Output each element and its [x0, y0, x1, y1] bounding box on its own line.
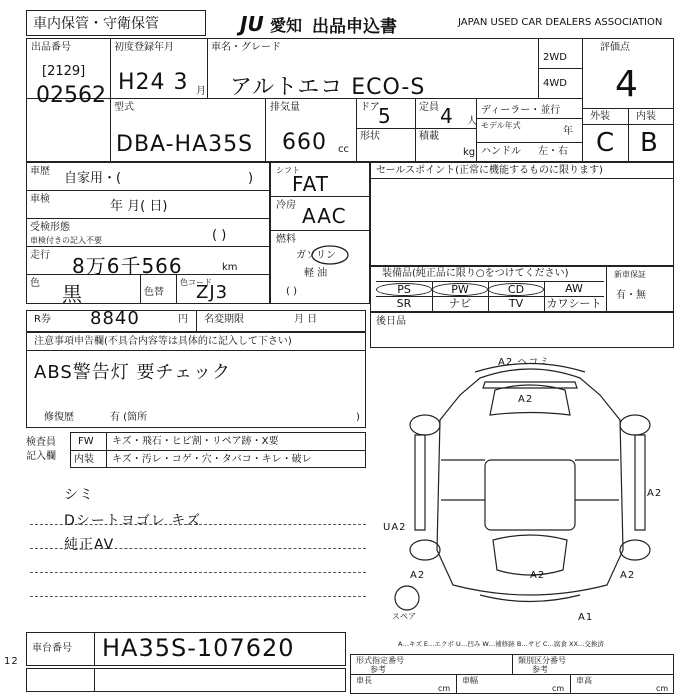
- storage-tag-box: [26, 10, 206, 36]
- height-cm: cm: [656, 684, 669, 693]
- shape-label: 形状: [360, 131, 380, 142]
- km-suffix: km: [222, 262, 238, 273]
- receipt-sub: 車検付きの記入不要: [30, 236, 102, 245]
- brand-text: 愛知: [270, 16, 303, 35]
- lot-label: 出品番号: [31, 42, 71, 53]
- inspector-label: 検査員記入欄: [26, 437, 56, 462]
- name-value: アルトエコ ECO-S: [230, 75, 426, 100]
- grade-value: 4: [615, 64, 639, 105]
- equipment-item-カワシート: カワシート: [546, 297, 602, 310]
- recycle-value: 8840: [90, 308, 140, 329]
- title-expiry-label: 名変期限: [204, 314, 244, 325]
- rear-box: [370, 312, 674, 348]
- spare-label: スペア: [392, 612, 416, 621]
- fw-value: キズ・飛石・ヒビ割・リペア跡・X要: [112, 436, 279, 447]
- height-label: 車高: [576, 676, 592, 685]
- diag-mark-right-rear: A2: [620, 570, 636, 581]
- capacity-label: 定員: [419, 102, 439, 113]
- new-car-label: 新車保証: [614, 270, 646, 279]
- rear-label: 後日品: [376, 316, 406, 327]
- first-reg-month: 月: [196, 86, 206, 97]
- displacement-label: 排気量: [270, 102, 300, 113]
- classification-ref: 参考: [532, 665, 548, 674]
- lot-number: 02562: [36, 83, 106, 108]
- mileage-label: 走行: [30, 250, 50, 261]
- width-label: 車幅: [462, 676, 478, 685]
- cc-suffix: cc: [338, 144, 349, 155]
- chassis-label: 車台番号: [32, 643, 72, 654]
- equipment-item-tv: TV: [508, 297, 524, 310]
- form-title: 出品申込書: [312, 17, 397, 37]
- repair-label: 修復歴: [44, 412, 74, 423]
- dealer-label: ディーラー・並行: [481, 105, 561, 116]
- drive-2wd: 2WD: [543, 52, 567, 63]
- repair-value: 有 (箇所: [110, 412, 148, 423]
- doors-value: 5: [378, 104, 392, 128]
- declaration-label: 注意事項申告欄(不具合内容等は具体的に記入して下さい): [34, 336, 292, 347]
- repair-close: ): [356, 412, 360, 423]
- interior-check-label: 内装: [74, 454, 94, 465]
- color-value: 黒: [62, 282, 83, 306]
- length-cm: cm: [438, 684, 451, 693]
- name-label: 車名・グレード: [211, 42, 281, 53]
- interior-label: 内装: [636, 111, 656, 122]
- fuel-gas-circle: [310, 244, 350, 266]
- chassis-value: HA35S-107620: [102, 634, 295, 662]
- exterior-grade: C: [596, 128, 616, 158]
- model-value: DBA-HA35S: [116, 132, 254, 157]
- storage-tag: 車内保管・守衛保管: [33, 16, 159, 32]
- declaration-value: ABS警告灯 要チェック: [34, 362, 231, 383]
- length-label: 車長: [356, 676, 372, 685]
- mileage-value: 8万6千566: [72, 254, 183, 278]
- load-label: 積載: [419, 131, 439, 142]
- inspection-value: 年 月( 日): [110, 199, 168, 214]
- equipment-item-sr: SR: [396, 297, 412, 310]
- exterior-label: 外装: [590, 111, 610, 122]
- fuel-gas: ガソリン: [296, 250, 336, 261]
- sales-point-label: セールスポイント(正常に機能するものに限ります): [376, 165, 603, 176]
- interior-check-value: キズ・汚レ・コゲ・穴・タバコ・キレ・破レ: [112, 454, 312, 465]
- interior-grade: B: [640, 128, 659, 158]
- color-code-value: ZJ3: [196, 282, 229, 303]
- color-change-label: 色替: [144, 287, 164, 298]
- inspector-note-2: Dシートヨゴレ キズ: [64, 513, 201, 529]
- fuel-diesel: 軽 油: [304, 268, 328, 279]
- diag-mark-left-rear: A2: [410, 570, 426, 581]
- shift-value: FAT: [292, 172, 330, 196]
- handle-value: 左・右: [538, 146, 568, 157]
- model-label: 型式: [114, 102, 134, 113]
- diag-mark-hood: A2: [518, 394, 534, 405]
- equipment-item-cd: CD: [488, 283, 544, 296]
- equipment-item-aw: AW: [565, 282, 583, 295]
- specified-ref: 参考: [370, 665, 386, 674]
- capacity-value: 4: [440, 104, 454, 128]
- inspector-note-3: 純正AV: [64, 537, 115, 553]
- lot-bracket: [2129]: [42, 64, 86, 79]
- receipt-label: 受検形態: [30, 222, 70, 233]
- grade-label: 評価点: [600, 42, 630, 53]
- diag-mark-left: UA2: [383, 522, 407, 533]
- fw-label: FW: [78, 436, 94, 447]
- receipt-paren: ( ): [212, 228, 227, 243]
- classification-label: 類別区分番号: [518, 656, 566, 665]
- specified-label: 形式指定番号: [356, 656, 404, 665]
- diag-mark-bumper: A1: [578, 612, 594, 623]
- diag-mark-right: A2: [647, 488, 663, 499]
- equipment-item-ナビ: ナビ: [449, 297, 471, 310]
- first-reg-value: H24 3: [118, 70, 189, 95]
- chassis-sub-box: [26, 668, 346, 692]
- yen-suffix: 円: [178, 314, 188, 325]
- inspection-label: 車検: [30, 194, 50, 205]
- first-reg-label: 初度登録年月: [114, 42, 174, 53]
- use-value: 自家用・(: [64, 171, 122, 186]
- page-mark: 12: [4, 656, 19, 667]
- association-name: JAPAN USED CAR DEALERS ASSOCIATION: [458, 17, 663, 28]
- color-label: 色: [30, 278, 40, 289]
- fuel-paren: ( ): [286, 286, 297, 297]
- equipment-item-ps: PS: [376, 283, 432, 296]
- equipment-item-pw: PW: [432, 283, 488, 296]
- equipment-title: 装備品(純正品に限り○をつけてください): [382, 268, 569, 279]
- handle-label: ハンドル: [481, 146, 521, 157]
- use-close: ): [248, 171, 254, 186]
- model-year-label: モデル年式: [481, 121, 521, 130]
- person-suffix: 人: [467, 116, 477, 127]
- ac-value: AAC: [302, 204, 347, 228]
- car-damage-diagram: [385, 350, 675, 625]
- kg-suffix: kg: [463, 147, 476, 158]
- doors-label: ドア: [360, 102, 380, 113]
- inspector-note-1: シミ: [64, 487, 94, 503]
- drive-4wd: 4WD: [543, 78, 567, 89]
- new-car-value: 有・無: [616, 290, 646, 301]
- displacement-value: 660: [282, 130, 327, 155]
- color-code-label: 色コード: [180, 278, 212, 287]
- fuel-label: 燃料: [276, 234, 296, 245]
- ac-label: 冷房: [276, 200, 296, 211]
- diagram-legend: A…キズ E…エクボ U…凹み W…補修跡 B…サビ C…腐食 XX…交換済: [398, 640, 604, 648]
- use-label: 車歴: [30, 166, 50, 177]
- diag-mark-front: A2.ヘコミ: [498, 357, 551, 368]
- brand-mark: JU: [240, 12, 264, 36]
- year-suffix: 年: [563, 126, 573, 137]
- title-expiry-value: 月 日: [294, 314, 318, 325]
- recycle-label: R券: [34, 314, 51, 325]
- diag-mark-rear: A2: [530, 570, 546, 581]
- width-cm: cm: [552, 684, 565, 693]
- shift-label: シフト: [276, 166, 300, 175]
